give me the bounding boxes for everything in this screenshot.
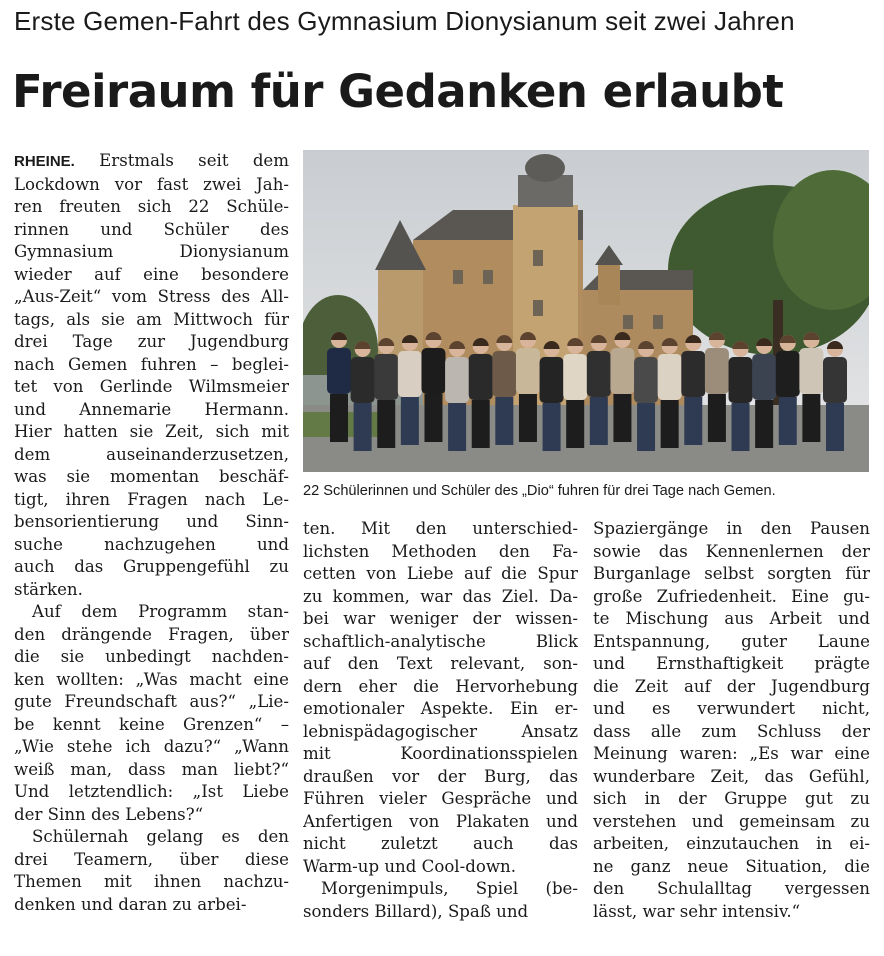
- student-figure: [681, 335, 705, 445]
- student-figure: [374, 338, 398, 448]
- student-figure: [634, 341, 658, 451]
- article-line: und Ernsthaftigkeit prägte: [593, 654, 870, 673]
- article-column-3: [593, 518, 870, 923]
- student-figure: [752, 338, 776, 448]
- article-line: drei Tage zur Jugendburg: [14, 332, 289, 351]
- student-figure: [587, 335, 611, 445]
- article-column-1: [14, 150, 289, 916]
- article-line: drei Teamern, über diese: [14, 849, 289, 869]
- article-line: Warm-up und Cool-down.: [303, 856, 517, 876]
- article-photo: [303, 150, 869, 472]
- student-figure: [351, 341, 375, 451]
- article-kicker: Erste Gemen-Fahrt des Gymnasium Dionysianum seit zwei Jahren: [14, 6, 795, 36]
- article-line: den Schulalltag vergessen: [593, 879, 870, 898]
- student-figure: [327, 332, 351, 442]
- student-figure: [729, 341, 753, 451]
- article-line-text: Erstmals seit dem: [74, 151, 289, 170]
- student-figure: [516, 332, 540, 442]
- article-line: sonders Billard), Spaß und: [303, 901, 529, 921]
- article-line: lichsten Methoden den Fa-: [303, 541, 578, 561]
- article-line: Entspannung, guter Laune: [593, 631, 870, 651]
- student-figure: [658, 338, 682, 448]
- dateline: RHEINE.: [14, 153, 75, 170]
- article-line: arbeiten, einzutauchen in ei-: [593, 834, 870, 853]
- article-line: was sie momentan beschäf-: [14, 467, 289, 486]
- photo-illustration: [303, 150, 869, 472]
- student-figure: [705, 332, 729, 442]
- article-line: und Annemarie Hermann.: [14, 399, 289, 419]
- article-line: be kennt keine Grenzen“ –: [14, 714, 289, 734]
- article-line: [14, 150, 289, 174]
- article-line: und es verwundert nicht,: [593, 699, 870, 718]
- article-line: dem auseinanderzusetzen,: [14, 444, 289, 464]
- article-line: denken und daran zu arbei-: [14, 894, 247, 914]
- student-figure: [563, 338, 587, 448]
- article-line: tet von Gerlinde Wilmsmeier: [14, 377, 289, 396]
- article-line: Führen vieler Gespräche und: [303, 789, 578, 808]
- article-line: Hier hatten sie Zeit, sich mit: [14, 422, 289, 441]
- article-line: Gymnasium Dionysianum: [14, 242, 289, 261]
- article-line: auch das Gruppengefühl zu: [14, 557, 289, 576]
- article-line: bensorientierung und Sinn-: [14, 512, 289, 531]
- article-line: auf den Text relevant, son-: [303, 654, 578, 673]
- article-line: zu kommen, war das Ziel. Da-: [303, 586, 578, 606]
- article-line: dern eher die Hervorhebung: [303, 676, 578, 696]
- article-line: Spaziergänge in den Pausen: [593, 519, 870, 538]
- article-line: dass alle zum Schluss der: [593, 721, 870, 741]
- article-line: Anfertigen von Plakaten und: [303, 811, 578, 831]
- student-figure: [469, 338, 493, 448]
- article-line: Und letztendlich: „Ist Liebe: [14, 782, 289, 801]
- article-line: stärken.: [14, 579, 83, 599]
- article-line: die sie unbedingt nachden-: [14, 647, 289, 666]
- article-line: emotionaler Aspekte. Ein er-: [303, 699, 578, 718]
- article-line: ne ganz neue Situation, die: [593, 856, 870, 876]
- article-line: tigt, ihren Fragen nach Le-: [14, 489, 289, 509]
- article-line: Themen mit ihnen nachzu-: [14, 872, 289, 891]
- article-line: ken wollten: „Was macht eine: [14, 669, 289, 689]
- student-figure: [540, 341, 564, 451]
- article-line: suche nachzugehen und: [14, 534, 289, 554]
- article-line: wunderbare Zeit, das Gefühl,: [593, 766, 870, 786]
- article-line: sich in der Gruppe gut zu: [593, 789, 870, 808]
- article-line: verstehen und gemeinsam zu: [593, 811, 870, 831]
- student-figure: [823, 341, 847, 451]
- article-line: „Wie stehe ich dazu?“ „Wann: [14, 737, 289, 756]
- article-headline: Freiraum für Gedanken erlaubt: [12, 65, 784, 118]
- article-line: Meinung waren: „Es war eine: [593, 744, 870, 763]
- student-figure: [421, 332, 445, 442]
- student-figure: [610, 332, 634, 442]
- article-column-2: [303, 518, 578, 923]
- article-line: draußen vor der Burg, das: [303, 766, 578, 786]
- article-line: Auf dem Programm stan-: [32, 602, 289, 621]
- article-line: der Sinn des Lebens?“: [14, 804, 204, 824]
- article-line: schaftlich-analytische Blick: [303, 631, 578, 651]
- student-figure: [492, 335, 516, 445]
- student-figure: [445, 341, 469, 451]
- article-line: tags, als sie am Mittwoch für: [14, 309, 289, 329]
- student-figure: [799, 332, 823, 442]
- article-line: die Zeit auf der Jugendburg: [593, 676, 870, 696]
- article-line: große Zufriedenheit. Eine gu-: [593, 586, 870, 606]
- article-line: te Mischung aus Arbeit und: [593, 609, 870, 628]
- article-line: Morgenimpuls, Spiel (be-: [321, 879, 578, 898]
- article-line: wieder auf eine besondere: [14, 264, 289, 284]
- article-line: nicht zuletzt auch das: [303, 834, 578, 853]
- article-line: rinnen und Schüler des: [14, 219, 289, 239]
- article-line: sowie das Kennenlernen der: [593, 541, 870, 561]
- article-line: „Aus-Zeit“ vom Stress des All-: [14, 287, 289, 306]
- article-line: lebnispädagogischer Ansatz: [303, 721, 578, 741]
- article-line: cetten von Liebe auf die Spur: [303, 564, 578, 583]
- article-line: bei war weniger der wissen-: [303, 609, 578, 628]
- article-line: ren freuten sich 22 Schüle-: [14, 197, 289, 216]
- article-line: nach Gemen fuhren – beglei-: [14, 354, 289, 374]
- article-line: Lockdown vor fast zwei Jah-: [14, 174, 289, 194]
- article-line: Burganlage selbst sorgten für: [593, 564, 870, 583]
- article-line: ten. Mit den unterschied-: [303, 519, 578, 538]
- photo-caption: 22 Schülerinnen und Schüler des „Dio“ fuhren für drei Tage nach Gemen.: [303, 483, 776, 499]
- article-line: lässt, war sehr intensiv.“: [593, 901, 801, 921]
- article-line: mit Koordinationsspielen: [303, 744, 578, 763]
- article-line: gute Freundschaft aus?“ „Lie-: [14, 692, 289, 711]
- student-figure: [398, 335, 422, 445]
- article-line: den drängende Fragen, über: [14, 624, 289, 644]
- student-figure: [776, 335, 800, 445]
- article-line: Schülernah gelang es den: [32, 827, 289, 846]
- article-line: weiß man, dass man liebt?“: [14, 759, 289, 779]
